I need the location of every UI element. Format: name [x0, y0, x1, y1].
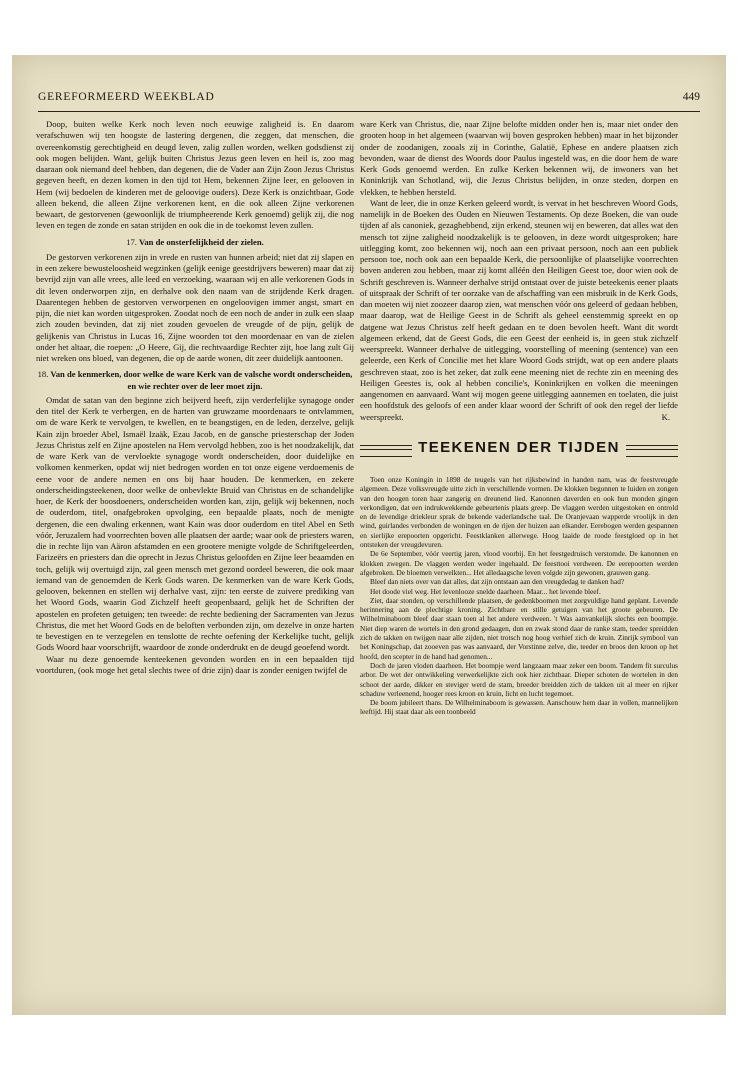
paragraph: Omdat de satan van den beginne zich beijverd heeft, zijn verderfelijke synagoge onder den titel der Kerk te verbergen, en de harten van gruwzame moordenaars te ontvlammen, om de ware Kerk te vervolgen, te kwellen, en te beangstigen, en de leden, derzelve, gelijk Kain zijn broeder Abel, Ismaël Izaäk, Ezau Jacob, en de gansche priesterschap der Joden Jezus Christus zelf en Zijne apostelen na Hem vervolgd hebben, zoo is het noodzakelijk, dat de ware Kerk van de vervloekte synagoge wordt onderscheiden, door duidelijke en volkomen kenmerken, opdat wij niet bedrogen worden en tot onze eigene verdoemenis de eene voor de andere nemen en ons bij haar houden. De kenmerken, en zekere onderscheidingsteekenen, door welke de onbevlekte Bruid van Christus en de schandelijke hoer, de Kerk der boosdoeners, onderscheiden worden kan, zijn, gelijk wij bekennen, noch de ouderdom, titel, onafgebroken opvolging, een bepaalde plaats, noch de menigte dergenen, die een dwaling erkennen, want Kain was door ouderdom en titel Abel en Seth vóór, Jeruzalem had voorrechten boven alle plaatsen der aarde; waar ook de priesters waren, die in rechte lijn van Aäron afstamden en een grootere menigte volgde de Schriftgeleerden, Farizeërs en priesters dan die oprecht in Jezus Christus geloofden en Zijne leer beaamden en toch, gelijk wij overtuigd zijn, zal geen mensch met gezond oordeel beweren, die ook maar iemand van de genoemden de Kerk Gods waren. De kenmerken van de ware Kerk Gods, gelooven, bekennen en stellen wij derhalve vast, zijn: ten eerste de zuivere prediking van het Woord Gods, waarin God Zichzelf heeft geopenbaard, gelijk het de Schriften der apostelen en profeten getuigen; ten tweede: de rechte bediening der Sacramenten van Jezus Christus, die met het Woord Gods en de beloften verbonden zijn, om dezelve in onze harten te bevestigen en te verzegelen en tenslotte de rechte oefening der Kerkelijke tucht, gelijk Gods Woord haar voorschrijft, waardoor de zonde onderdrukt en de deugd geoefend wordt. [36, 394, 354, 653]
article-18-title: Van de kenmerken, door welke de ware Kerk van de valsche wordt onderscheiden, en wie rechter over de leer moet zijn. [50, 369, 353, 391]
paragraph: De gestorven verkorenen zijn in vrede en rusten van hunnen arbeid; niet dat zij slapen en in een zekere bewusteloosheid wegzinken (gelijk eenige geestdrijvers beweren) maar dat zij bevrijd zijn van alle vrees, alle leed en verzoeking, waaraan wij en alle verkorenen Gods in dit leven onderworpen zijn, en derhalve ook den naam van de strijdende Kerk dragen. Daarentegen hebben de gestorven verworpenen en ongeloovigen immer angst, smart en pijn, die niet kan worden uitgesproken. Zoodat noch de een noch de ander in zulk een slaap zich zouden bevinden, dat zij niet zouden gevoelen de vreugde of de pijn, gelijk de gelijkenis van Christus in Lucas 16, Zijne woorden tot den moordenaar en van de zielen onder het altaar, die roepen: „O Heere, Gij, die rechtvaardige Rechter zijt, hoe lang zult Gij niet wreken ons bloed, van degenen, die op de aarde wonen, dit zeer duidelijk aantoonen. [36, 251, 354, 363]
section-title: TEEKENEN DER TIJDEN [418, 439, 620, 456]
paragraph: De boom jubileert thans. De Wilhelminaboom is gewassen. Aanschouw hem daar in vollen, mannelijken leeftijd. Hij staat daar als een toonbeeld [360, 698, 678, 717]
journal-title: GEREFORMEERD WEEKBLAD [38, 91, 215, 103]
running-header [38, 91, 700, 112]
article-18-number: 18. [37, 369, 49, 380]
article-18-heading [36, 369, 354, 392]
article-17-number: 17. [126, 236, 137, 247]
paragraph: Doop, buiten welke Kerk noch leven noch eeuwige zaligheid is. En daarom verafschuwen wij ten hoogste de lastering dergenen, die zeggen, dat menschen, die overeenkomstig gerechtigheid en deugd leven, zalig zullen worden, welken godsdienst zij ook mogen belijden. Want, gelijk buiten Christus Jezus geen leven en heil is, zoo mag daaraan ook niemand deel hebben, dan degenen, die de Vader aan Zijn Zoon Jezus Christus gegeven heeft, en dezen komen in den tijd tot Hem, bekennen Zijne leer, en gelooven in Hem (wij bedoelen de kinderen met de geloovige ouders). Deze Kerk is onzichtbaar, Gode alleen bekend, die alleen Zijne verkorenen kent, en die ook alleen Zijne verkorenen bewaart, de gestorvenen (gewoonlijk de triumpheerende Kerk genoemd) gelijk zij, die nog leven en tegen de zonde en satan strijden en ook die in de toekomst leven zullen. [36, 119, 354, 231]
paragraph: ware Kerk van Christus, die, naar Zijne belofte midden onder hen is, maar niet onder den grooten hoop in het algemeen (waarvan wij boven gesproken hebben) maar in het bijzonder onder de zoodanigen, zooals zij in Corinthe, Galatië, Ephese en andere plaatsen zich bevonden, waar de dienst des Woords door Paulus ingesteld was, en die door hem de ware Kerk Gods genoemd werden. En zulke Kerken bekennen wij, de inwoners van het Koninkrijk van Schotland, wij, die Jezus Christus belijden, in onze steden, dorpen en vlekken, te hebben hersteld. [360, 119, 678, 197]
signature: K. [661, 411, 670, 422]
left-column [36, 119, 354, 1003]
section-banner [360, 437, 678, 465]
paragraph: Doch de jaren vloden daarheen. Het boompje werd langzaam maar zeker een boom. Tandem fit surculus arbor. De wet der ontwikkeling verwerkelijkte zich ook hier zichtbaar. Dieper schoten de wortelen in den schoot der aarde, dikker en steviger werd de stam, breeder breidden zich de takken uit al meer en rijker schaduw verleenend, hooger rees kroon en kruin, licht en lucht tegemoet. [360, 660, 678, 698]
article-17-heading [36, 237, 354, 248]
scanned-page [12, 55, 726, 1015]
banner-rule-left [360, 445, 412, 457]
banner-rule-right [626, 445, 678, 457]
teekenen-article [360, 475, 678, 717]
paragraph: Want de leer, die in onze Kerken geleerd wordt, is vervat in het beschreven Woord Gods, namelijk in de Boeken des Ouden en Nieuwen Testaments. Op deze Boeken, die van oude tijden af als canoniek, gezaghebbend, zijn erkend, steunen wij en beweren, dat alles wat den mensch tot zijne zaligheid noodzakelijk is te gelooven, in deze wordt uitgesproken; hare uitlegging komt, zoo bekennen wij, noch aan een privaat persoon, noch aan een publiek persoon toe, noch ook aan een bepaalde Kerk, die persoonlijke of plaatselijke voorrechten boven anderen zou hebben, maar zij komt alléén den Heiligen Geest toe, door wien ook de Schrift geschreven is. Wanneer derhalve strijd ontstaat over de juiste beteekenis eener plaats of uitspraak der Schrift of ter oorzake van de afschaffing van een misbruik in de Kerk Gods, dan moeten wij niet zoozeer daarop zien, wat menschen vóór ons geleerd of gedaan hebben, maar daarop, wat de Heilige Geest in de Schrift als geheel eenstemmig spreekt en op datgene wat Jezus Christus zelf heeft gedaan en te doen bevolen heeft. Want dit wordt algemeen erkend, dat de Geest Gods, die een Geest der eenheid is, in geen stuk zichzelf weerspreekt. Wanneer derhalve de uitlegging, voorstelling of meening (sentence) van een geleerde, een Kerk of Concilie met het klare Woord Gods strijdt, wat op een andere plaats geschreven staat, zoo is het zeker, dat zulk eene meening niet de rechte zin en meening des Heiligen Geestes is, ook al hebben concilie's, Koninkrijken en volken die meeningen aangenomen en aanvaard. Want wij mogen geene uitlegging aannemen en toelaten, die juist een hoofdstuk des geloofs of een ander klaar woord der Schrift of ook den regel der liefde weerspreekt. [360, 197, 678, 422]
paragraph: Toen onze Koningin in 1898 de teugels van het rijksbewind in handen nam, was de feestvreugde algemeen. Deze volksvreugde uitte zich in verschillende vormen. De klokken begonnen te luiden en zongen van den hoogen toren haar zangerig en dreunend lied. Kanonnen daverden en ook hun monden gingen verkondigen, dat een indrukwekkende gebeurtenis plaats greep. De vlaggen werden uitgestoken en ontrold en de levendige driekleur sprak de bekende vaderlandsche taal. De Oranjevaan wapperde vroolijk in den wind, guirlandes verbonden de woningen en de rijen der huizen aan elkander. Eerebogen werden gespannen en sierlijke erepoorten opgericht. Feestklanken allerwege. Hoog laaide de roode feestgloed op in het ontsteken der vreugdevuren. [360, 475, 678, 550]
confession-continuation [360, 119, 678, 423]
paragraph: Het doode viel weg. Het levenlooze snelde daarheen. Maar... het levende bleef. [370, 586, 601, 596]
top-margin [0, 0, 738, 55]
paragraph: De 6e September, vóór veertig jaren, vlood voorbij. En het feestgedruisch verstomde. De kanonnen en klokken zwegen. De vlaggen werden weder ingehaald. De feesttooi verdween. De eerepoorten werden afgebroken. De bloemen verwelkten... Het alledaagsche leven volgde zijn gewonen, grauwen gang. [360, 549, 678, 577]
bottom-margin [0, 1015, 738, 1068]
page-number: 449 [682, 91, 700, 103]
paragraph: Ziet, daar stonden, op verschillende plaatsen, de gedenkboomen met zorgvuldige hand geplant. Levende herinnering aan de plechtige kroning. Zichtbare en stille getuigen van het groote gebeuren. De Wilhelminaboom bleef daar staan toen al het andere verdween. 't Was aanvankelijk slechts een boompje. Niet diep waren de wortels in den grond gedaagen, dun en zwak stond daar de ranke stam, teeder spreidden zich de takken en twijgen naar alle zijden, niet trotsch nog hoog verhief zich de kruin. Zinrijk symbool van het Koningschap, dat zooeven pas was aanvaard, der Vorstinne zelve, die, teeder en broos den kroon op het hoofd, den scepter in de hand had genomen... [360, 595, 678, 661]
article-17-title: Van de onsterfelijkheid der zielen. [138, 236, 264, 247]
paragraph: Bleef dan niets over van dat alles, dat zijn ontstaan aan den vreugdedag te danken had? [370, 577, 625, 587]
paragraph: Waar nu deze genoemde kenteekenen gevonden worden en in een bepaalden tijd voortduren, (ook moge het getal slechts twee of drie zijn) daar is zonder eenigen twijfel de [36, 653, 354, 675]
right-column [360, 119, 678, 1003]
